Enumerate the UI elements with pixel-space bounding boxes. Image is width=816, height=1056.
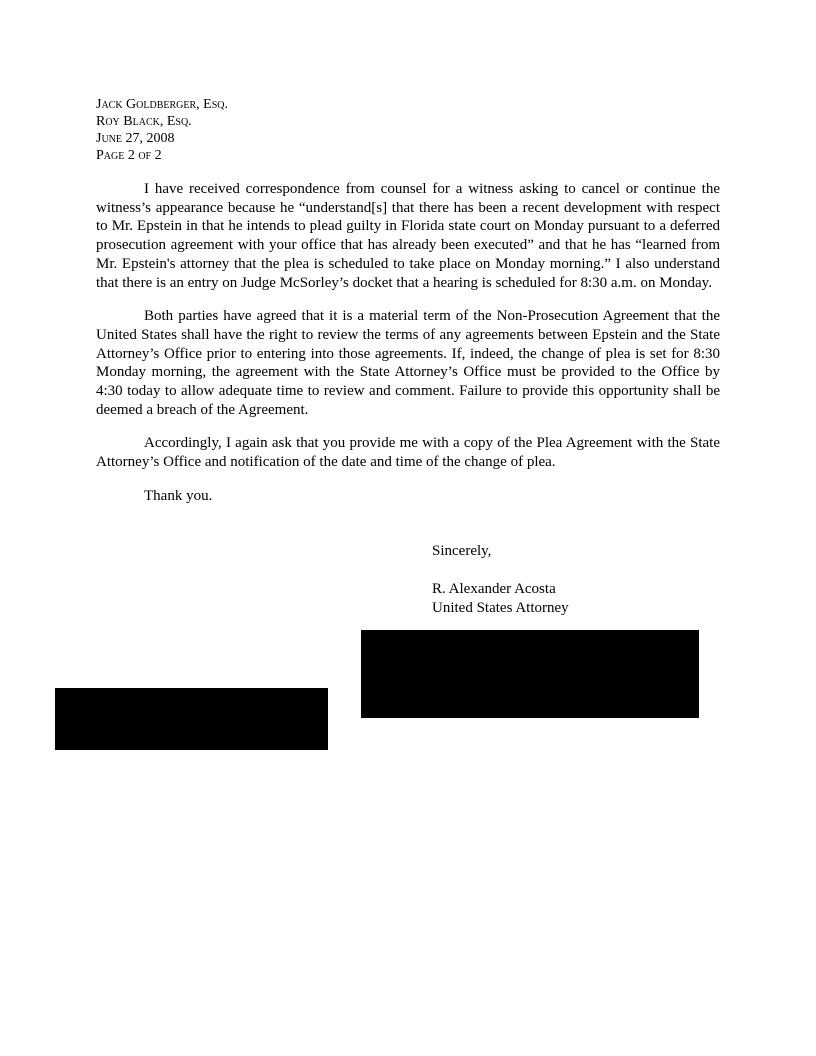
body-paragraph-4: Thank you. — [144, 487, 213, 504]
redaction-block-right — [361, 630, 699, 718]
recipient-line-2: Roy Black, Esq. — [96, 114, 192, 129]
signer-title: United States Attorney — [432, 600, 569, 616]
letter-date: June 27, 2008 — [96, 131, 175, 146]
recipient-line-1: Jack Goldberger, Esq. — [96, 97, 229, 112]
letter-header — [96, 96, 228, 164]
signer-name: R. Alexander Acosta — [432, 581, 556, 597]
page-number: Page 2 of 2 — [96, 148, 162, 163]
body-paragraph-2: Both parties have agreed that it is a material term of the Non-Prosecution Agreement that the United States shall have the right to review the terms of any agreements between Epstein and the State Attorney’s Office prior to entering into those agreements. If, indeed, the change of plea is set for 8:30 Monday morning, the agreement with the State Attorney’s Office must be provided to the Office by 4:30 today to allow adequate time to review and comment. Failure to provide this opportunity shall be deemed a breach of the Agreement. — [96, 308, 720, 418]
letter-body — [96, 180, 720, 506]
body-paragraph-3: Accordingly, I again ask that you provide me with a copy of the Plea Agreement with the State Attorney’s Office and notification of the date and time of the change of plea. — [96, 435, 720, 471]
body-paragraph-1: I have received correspondence from counsel for a witness asking to cancel or continue the witness’s appearance because he “understand[s] that there has been a recent development with respect to Mr. Epstein in that he intends to plead guilty in Florida state court on Monday pursuant to a deferred prosecution agreement with your office that has already been executed” and that he has “learned from Mr. Epstein's attorney that the plea is scheduled to take place on Monday morning.” I also understand that there is an entry on Judge McSorley’s docket that a hearing is scheduled for 8:30 a.m. on Monday. — [96, 181, 720, 291]
closing-salutation: Sincerely, — [432, 543, 492, 559]
signature-block — [432, 580, 569, 618]
redaction-block-left — [55, 688, 328, 750]
